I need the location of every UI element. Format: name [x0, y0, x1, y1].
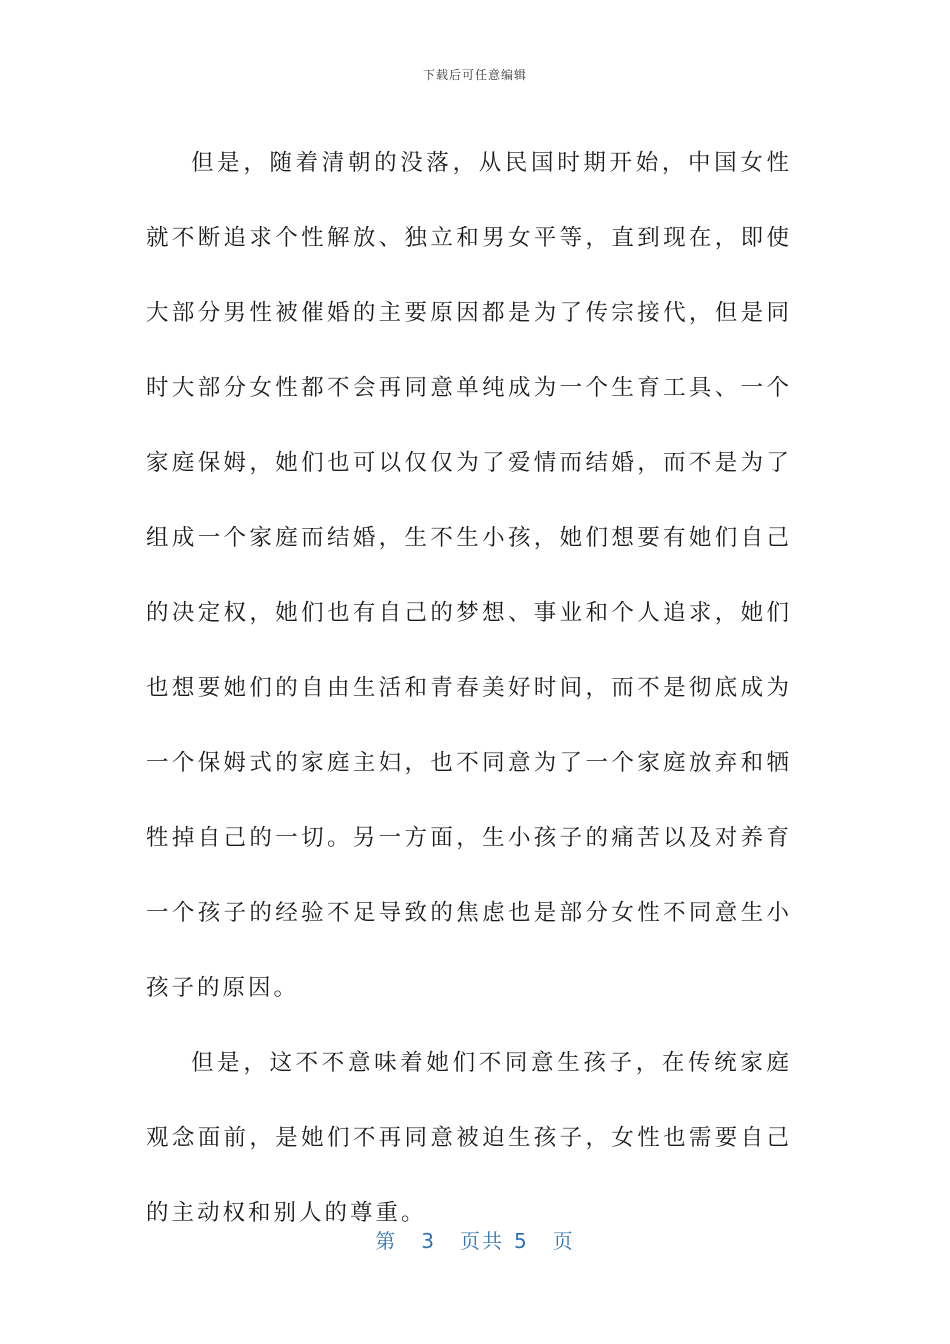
footer-prefix: 第 [375, 1229, 398, 1253]
paragraph-2: 但是，这不不意味着她们不同意生孩子，在传统家庭观念面前，是她们不再同意被迫生孩子，女性也需要自己的主动权和别人的尊重。 [146, 1050, 792, 1226]
footer-total-pages: 5 [514, 1229, 529, 1253]
paragraph-1: 但是，随着清朝的没落，从民国时期开始，中国女性就不断追求个性解放、独立和男女平等，直到现在，即使大部分男性被催婚的主要原因都是为了传宗接代，但是同时大部分女性都不会再同意单纯成为一个生育工具、一个家庭保姆，她们也可以仅仅为了爱情而结婚，而不是为了组成一个家庭而结婚，生不生小孩，她们想要有她们自己的决定权，她们也有自己的梦想、事业和个人追求，她们也想要她们的自由生活和青春美好时间，而不是彻底成为一个保姆式的家庭主妇，也不同意为了一个家庭放弃和牺牲掉自己的一切。另一方面，生小孩子的痛苦以及对养育一个孩子的经验不足导致的焦虑也是部分女性不同意生小孩子的原因。 [146, 150, 792, 1001]
footer-current-page: 3 [421, 1229, 436, 1253]
footer-suffix: 页 [552, 1229, 575, 1253]
page-footer [0, 1225, 950, 1254]
header-note: 下载后可任意编辑 [422, 68, 527, 82]
document-body [146, 126, 792, 1251]
footer-middle: 页共 [460, 1229, 504, 1253]
